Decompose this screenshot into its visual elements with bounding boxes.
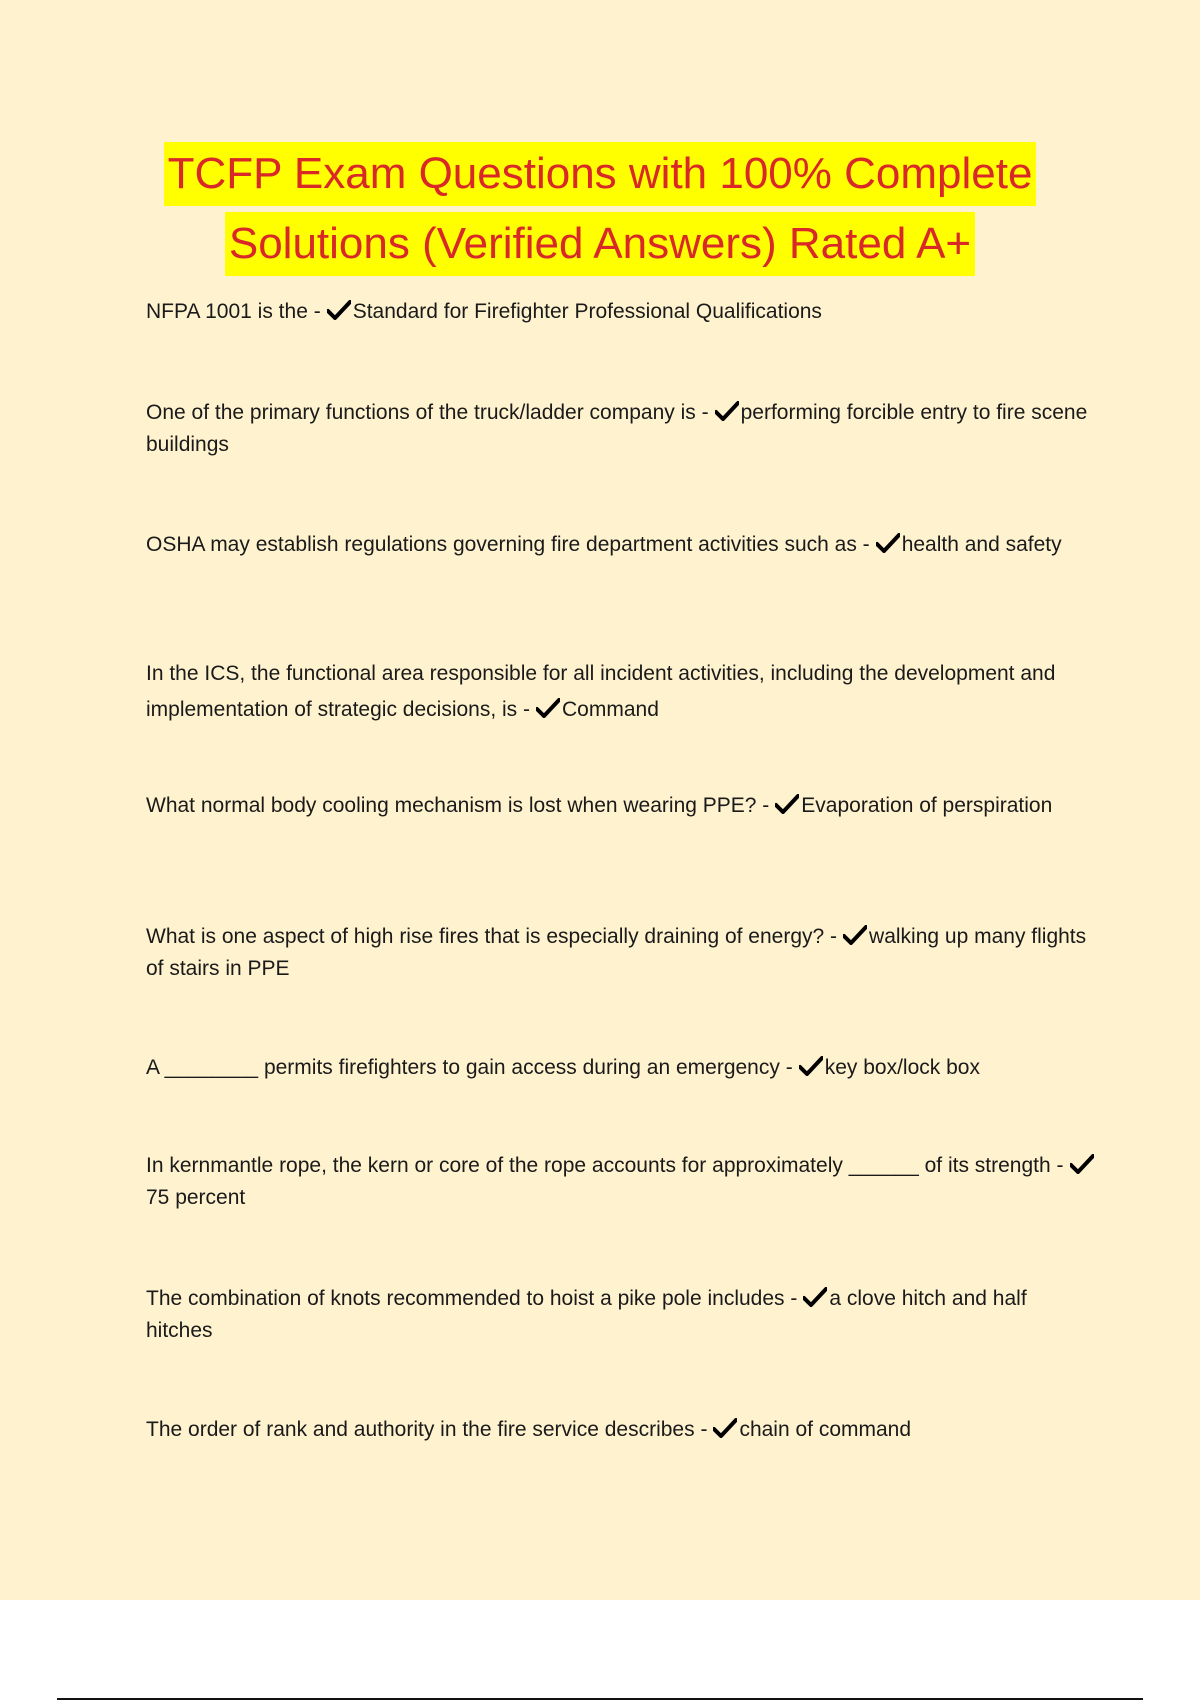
answer-text: Evaporation of perspiration [801,794,1053,817]
question-text: In the ICS, the functional area responsible for all incident activities, including the development and implementation of strategic decisions, is - [146,662,1056,721]
answer-text: Standard for Firefighter Professional Qualifications [352,300,822,323]
qa-item [146,921,1096,985]
question-text: A ________ permits firefighters to gain access during an emergency - [146,1056,793,1079]
checkmark-icon [799,1056,823,1076]
checkmark-icon [713,1418,737,1438]
question-text: The order of rank and authority in the fire service describes - [146,1418,708,1441]
checkmark-icon [536,698,560,718]
answer-text: key box/lock box [824,1056,980,1079]
qa-item [146,1052,1096,1084]
qa-item [146,1150,1096,1214]
qa-item [146,529,1096,561]
title-line-2: Solutions (Verified Answers) Rated A+ [225,212,975,276]
question-text: What normal body cooling mechanism is lost when wearing PPE? - [146,794,770,817]
question-text: One of the primary functions of the truck/ladder company is - [146,401,709,424]
qa-item [146,397,1096,461]
answer-text: chain of command [739,1418,912,1441]
checkmark-icon [843,925,867,945]
document-title [0,142,1200,282]
qa-item [146,790,1096,822]
question-text: NFPA 1001 is the - [146,300,321,323]
answer-text: walking up many flights of stairs in PPE [146,925,1087,980]
checkmark-icon [715,401,739,421]
checkmark-icon [803,1287,827,1307]
answer-text: Command [562,698,659,721]
answer-text: health and safety [901,533,1062,556]
checkmark-icon [876,533,900,553]
answer-text: 75 percent [146,1186,246,1209]
question-text: OSHA may establish regulations governing fire department activities such as - [146,533,870,556]
qa-item [146,1283,1096,1347]
qa-item [146,1414,1096,1446]
answer-text: performing forcible entry to fire scene buildings [146,401,1088,456]
question-text: What is one aspect of high rise fires that is especially draining of energy? - [146,925,838,948]
qa-item [146,656,1096,728]
question-text: The combination of knots recommended to hoist a pike pole includes - [146,1287,798,1310]
answer-text: a clove hitch and half hitches [146,1287,1027,1342]
qa-item [146,296,1096,328]
checkmark-icon [1070,1154,1094,1174]
checkmark-icon [327,300,351,320]
checkmark-icon [775,794,799,814]
question-text: In kernmantle rope, the kern or core of the rope accounts for approximately ______ of its strength - [146,1154,1064,1177]
title-line-1: TCFP Exam Questions with 100% Complete [164,142,1037,206]
